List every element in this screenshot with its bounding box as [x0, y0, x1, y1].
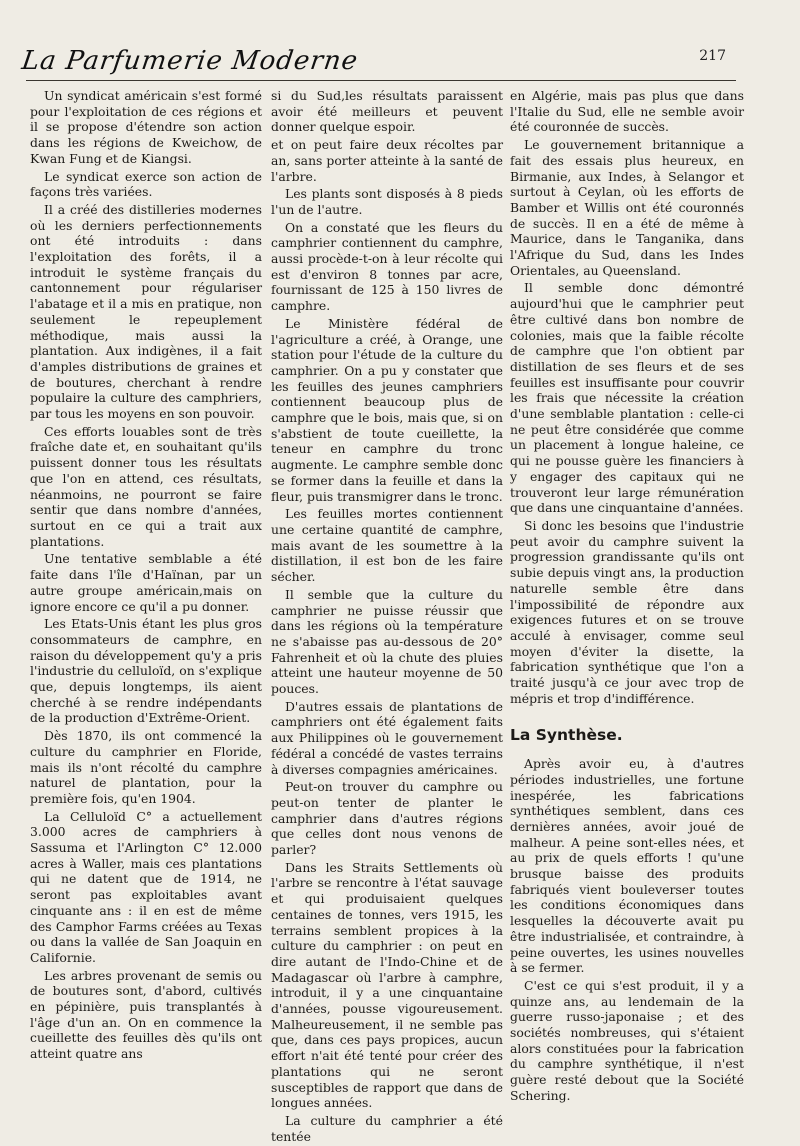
paragraph: et on peut faire deux récoltes par an, sans porter atteinte à la santé de l'arbre. — [271, 137, 503, 184]
text-column-3 — [510, 88, 744, 1106]
paragraph: Le gouvernement britannique a fait des essais plus heureux, en Birmanie, aux Indes, à Selangor et surtout à Ceylan, où les efforts de Bamber et Willis ont été couronnés de succès. Il en a été de même à Maurice, dans le Tanganika, dans l'Afrique du Sud, dans les Indes Orientales, au Queensland. — [510, 137, 744, 278]
paragraph: Les Etats-Unis étant les plus gros consommateurs de camphre, en raison du développement qu'y a pris l'industrie du celluloïd, on s'explique que, depuis longtemps, ils aient cherché à se rendre indépendants de la production d'Extrême-Orient. — [30, 616, 262, 726]
paragraph: La culture du camphrier a été tentée — [271, 1113, 503, 1144]
paragraph: La Celluloïd C° a actuellement 3.000 acres de camphriers à Sassuma et l'Arlington C° 12.000 acres à Waller, mais ces plantations qui ne datent que de 1914, ne seront pas exploitables avant cinquante ans : il en est de même des Camphor Farms créées au Texas ou dans la vallée de San Joaquin en Californie. — [30, 808, 262, 965]
paragraph: Dès 1870, ils ont commencé la culture du camphrier en Floride, mais ils n'ont récolté du camphre naturel de plantation, pour la première fois, qu'en 1904. — [30, 728, 262, 806]
paragraph: Les arbres provenant de semis ou de boutures sont, d'abord, cultivés en pépinière, puis transplantés à l'âge d'un an. On en commence la cueillette des feuilles dès qu'ils ont atteint quatre ans — [30, 967, 262, 1062]
paragraph: D'autres essais de plantations de camphriers ont été également faits aux Philippines où le gouvernement fédéral a concédé de vastes terrains à diverses compagnies américaines. — [271, 698, 503, 777]
page-number: 217 — [699, 48, 726, 64]
paragraph: Les feuilles mortes contiennent une certaine quantité de camphre, mais avant de les soumettre à la distillation, il est bon de les faire sécher. — [271, 506, 503, 585]
paragraph: Après avoir eu, à d'autres périodes industrielles, une fortune inespérée, les fabrications synthétiques semblent, dans ces dernières années, avoir joué de malheur. A peine sont-elles nées, et au prix de quels efforts ! qu'une brusque baisse des produits fabriqués vient bouleverser toutes les conditions économiques dans lesquelles la découverte avait pu être industrialisée, et contraindre, à peine ouvertes, les usines nouvelles à se fermer. — [510, 756, 744, 976]
paragraph: Le Ministère fédéral de l'agriculture a créé, à Orange, une station pour l'étude de la culture du camphrier. On a pu y constater que les feuilles des jeunes camphriers contiennent beaucoup plus de camphre que le bois, mais que, si on s'abstient de toute cueillette, la teneur en camphre du tronc augmente. Le camphre semble donc se former dans la feuille et dans la fleur, puis transmigrer dans le tronc. — [271, 315, 503, 504]
paragraph: Un syndicat américain s'est formé pour l'exploitation de ces régions et il se propose d'étendre son action dans les régions de Kweichow, de Kwan Fung et de Kiangsi. — [30, 88, 262, 166]
paragraph: C'est ce qui s'est produit, il y a quinze ans, au lendemain de la guerre russo-japonaise ; et des sociétés nombreuses, qui s'étaient alors constituées pour la fabrication du camphre synthétique, il n'est guère resté debout que la Société Schering. — [510, 977, 744, 1103]
paragraph: Il semble que la culture du camphrier ne puisse réussir que dans les régions où la température ne s'abaisse pas au-dessous de 20° Fahrenheit et où la chute des pluies atteint une hauteur moyenne de 50 pouces. — [271, 586, 503, 697]
paragraph: Une tentative semblable a été faite dans l'île d'Haïnan, par un autre groupe américain,mais on ignore encore ce qu'il a pu donner. — [30, 551, 262, 614]
paragraph: Ces efforts louables sont de très fraîche date et, en souhaitant qu'ils puissent donner tous les résultats que l'on en attend, ces résultats, néanmoins, ne pourront se faire sentir que dans nombre d'années, surtout en ce qui a trait aux plantations. — [30, 423, 262, 549]
paragraph: Les plants sont disposés à 8 pieds l'un de l'autre. — [271, 186, 503, 217]
section-heading: La Synthèse. — [510, 726, 623, 745]
paragraph: On a constaté que les fleurs du camphrier contiennent du camphre, aussi procède-t-on à leur récolte qui est d'environ 8 tonnes par acre, fournissant de 125 à 150 livres de camphre. — [271, 219, 503, 314]
paragraph: Le syndicat exerce son action de façons très variées. — [30, 168, 262, 200]
header-rule — [26, 80, 736, 81]
paragraph: Il semble donc démontré aujourd'hui que le camphrier peut être cultivé dans bon nombre de colonies, mais que la faible récolte de camphre que l'on obtient par distillation de ses fleurs et de ses feuilles est insuffisante pour couvrir les frais que nécessite la création d'une semblable plantation : celle-ci ne peut être considérée que comme un placement à longue haleine, ce qui ne pousse guère les financiers à y engager des capitaux qui ne trouveront leur large rémunération que dans une cinquantaine d'années. — [510, 280, 744, 516]
paragraph: Peut-on trouver du camphre ou peut-on tenter de planter le camphrier dans d'autres régions que celles dont nous venons de parler? — [271, 779, 503, 858]
text-column-2 — [271, 88, 503, 1146]
journal-masthead: La Parfumerie Moderne — [19, 46, 361, 76]
paragraph: Il a créé des distilleries modernes où les derniers perfectionnements ont été introduits : dans l'exploitation des forêts, il a introduit le système français du cantonnement pour régulariser l'abatage et il a mis en pratique, non seulement le repeuplement méthodique, mais aussi la plantation. Aux indigènes, il a fait d'amples distributions de graines et de boutures, cherchant à rendre populaire la culture des camphriers, par tous les moyens en son pouvoir. — [30, 201, 262, 422]
paragraph: si du Sud,les résultats paraissent avoir été meilleurs et peuvent donner quelque espoir. — [271, 88, 503, 135]
paragraph: Dans les Straits Settlements où l'arbre se rencontre à l'état sauvage et qui produisaient quelques centaines de tonnes, vers 1915, les terrains semblent propices à la culture du camphrier : on peut en dire autant de l'Indo-Chine et de Madagascar où l'arbre à camphre, introduit, il y a une cinquantaine d'années, pousse vigoureusement. Malheureusement, il ne semble pas que, dans ces pays propices, aucun effort n'ait été tenté pour créer des plantations qui ne seront susceptibles de rapport que dans de longues années. — [271, 859, 503, 1111]
text-column-1 — [30, 88, 262, 1064]
paragraph: en Algérie, mais pas plus que dans l'Italie du Sud, elle ne semble avoir été couronnée de succès. — [510, 88, 744, 135]
paragraph: Si donc les besoins que l'industrie peut avoir du camphre suivent la progression grandissante qu'ils ont subie depuis vingt ans, la production naturelle semble être dans l'impossibilité de répondre aux exigences futures et on se trouve acculé à envisager, comme seul moyen d'éviter la disette, la fabrication synthétique que l'on a traité jusqu'à ce jour avec trop de mépris et trop d'indifférence. — [510, 517, 744, 706]
